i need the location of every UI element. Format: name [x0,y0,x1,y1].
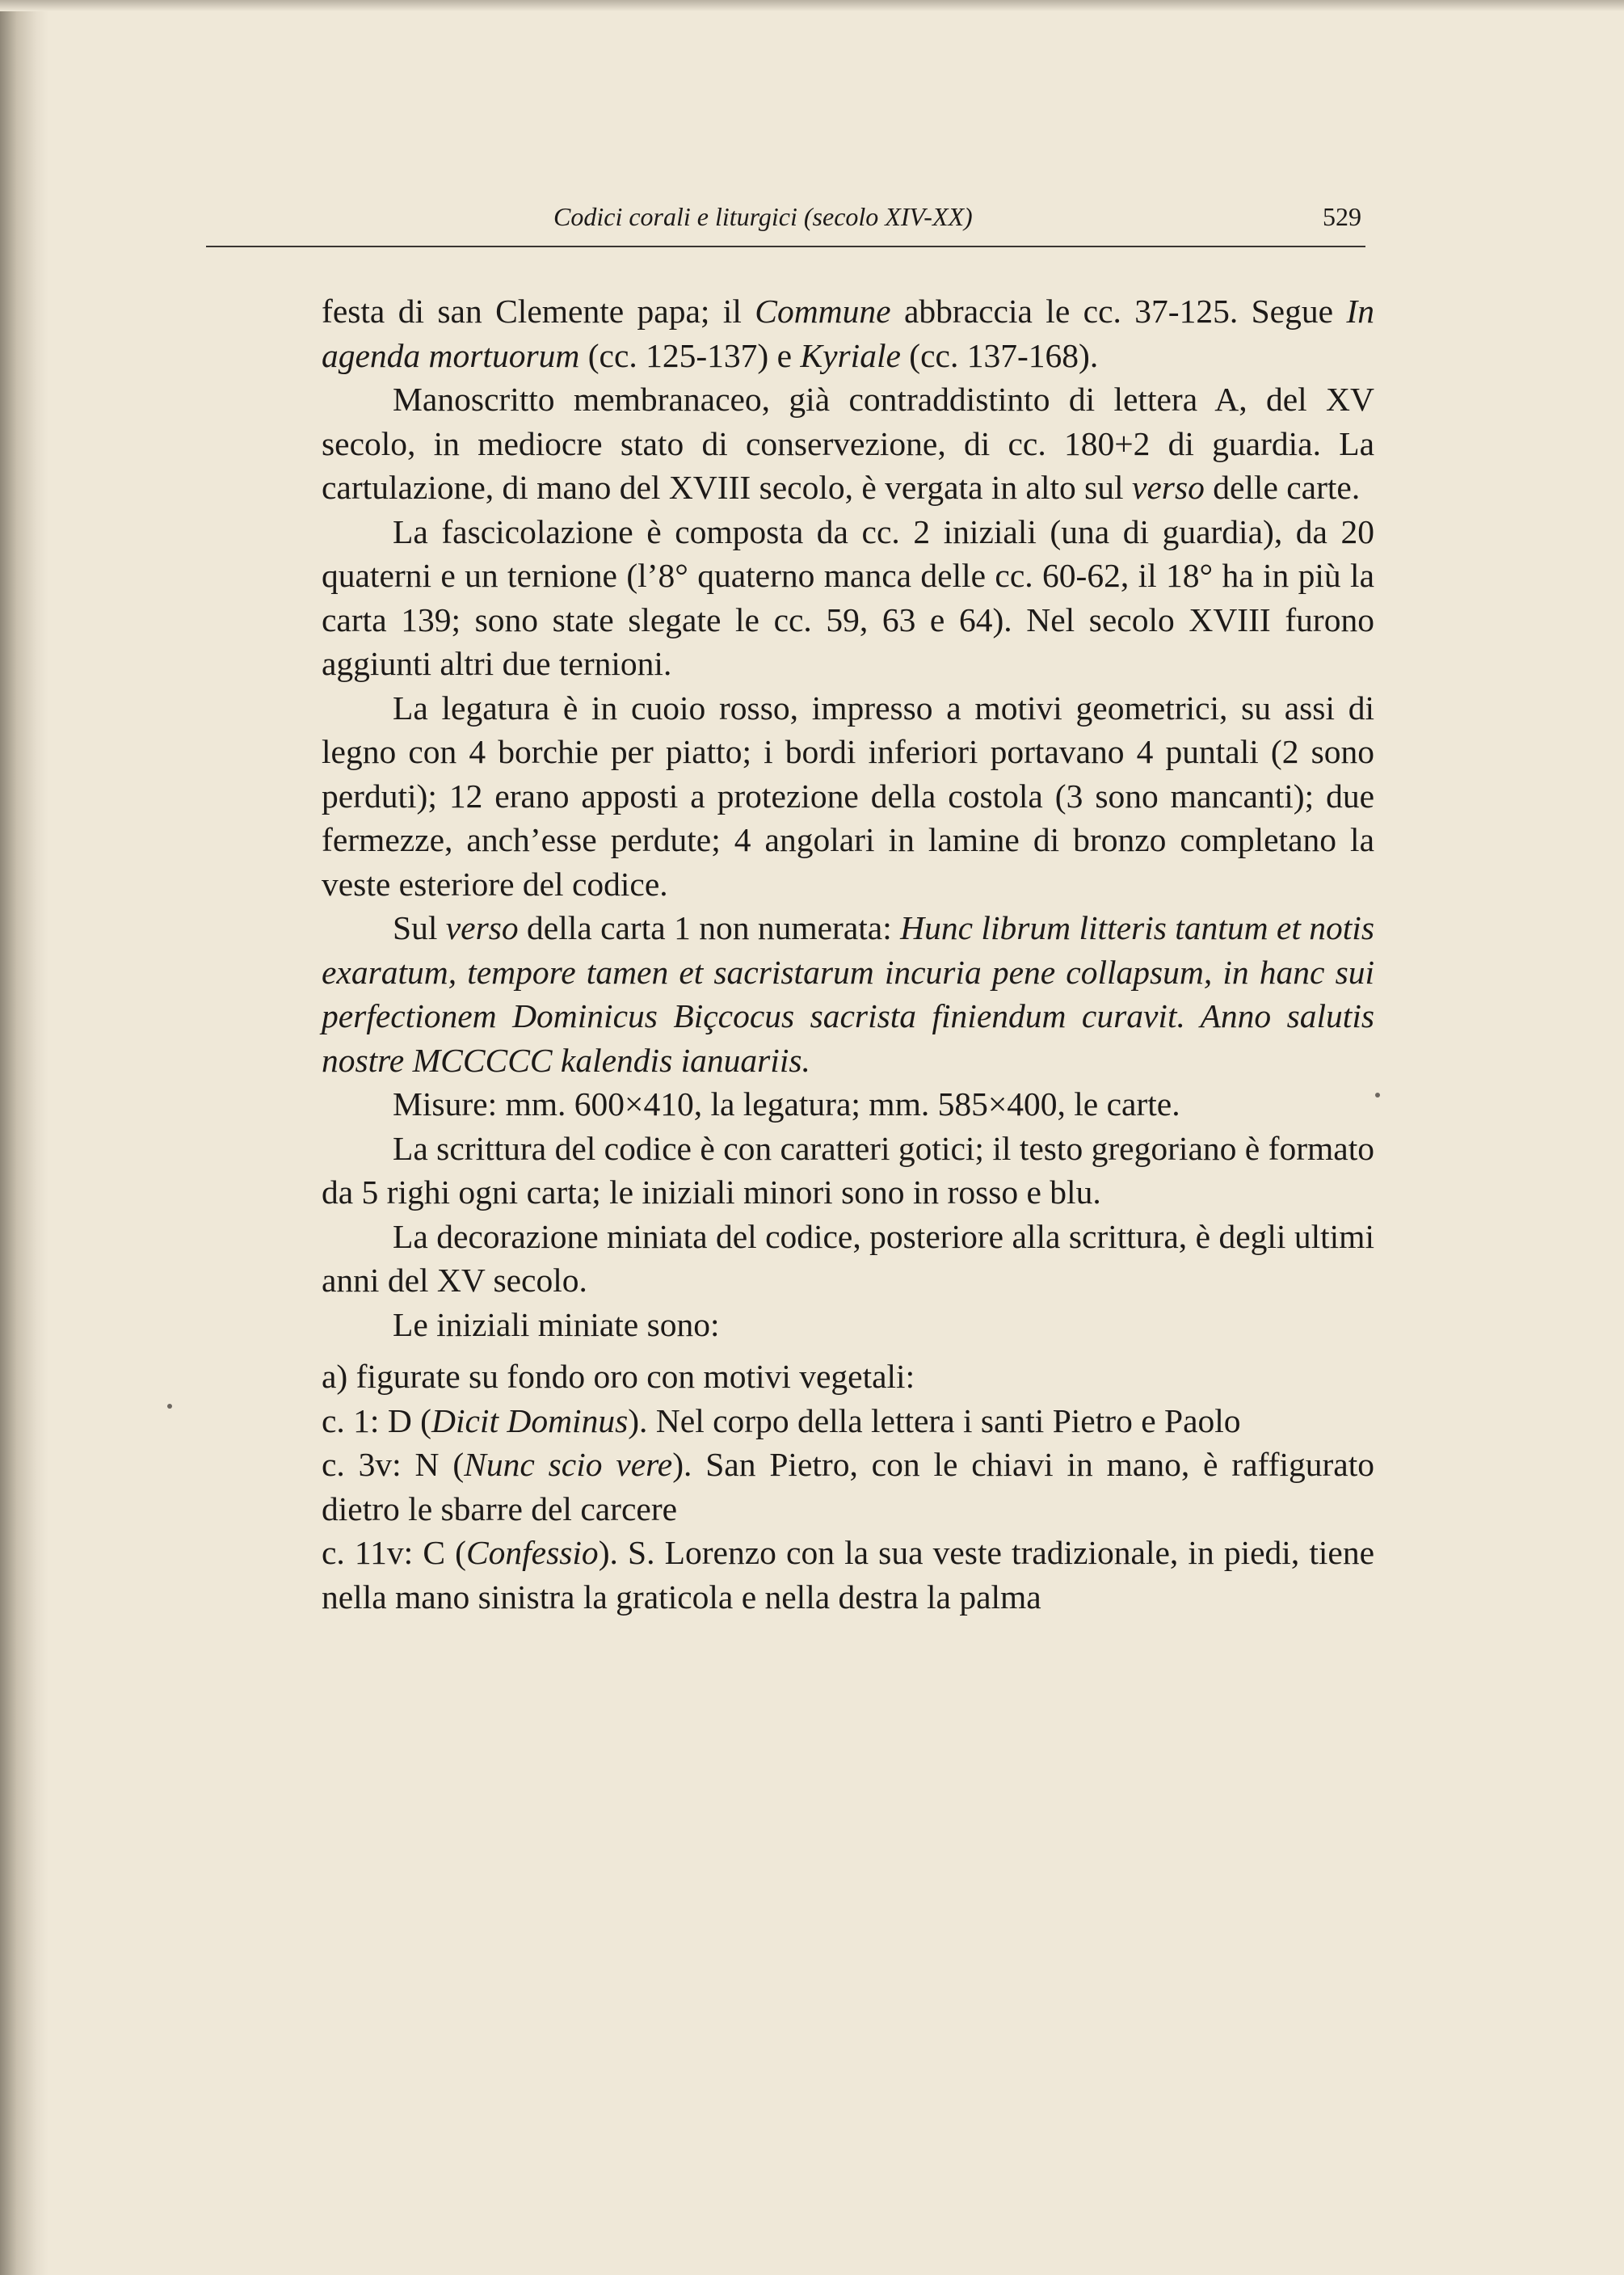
italic-term: verso [1131,469,1205,506]
italic-incipit: Nunc scio vere [464,1446,673,1483]
text-run: ). Nel corpo della lettera i santi Pietro e Paolo [628,1401,1241,1439]
paper-speck [167,1404,172,1409]
page-number: 529 [1323,202,1361,231]
text-run: c. 11v: C ( [322,1534,466,1571]
text-run: della carta 1 non numerata: [518,909,901,946]
running-title: Codici corali e liturgici (secolo XIV-XX) [553,202,973,231]
paragraph-scrittura: La scrittura del codice è con caratteri gotici; il testo gregoriano è formato da 5 righi ogni carta; le iniziali minori sono in rosso e blu. [322,1129,1374,1211]
list-item-c11v [322,1531,1374,1619]
paragraph-description [322,377,1374,510]
text-run: ). S. Lorenzo con la sua veste tradizionale, in piedi, tiene nella mano sinistra la graticola e nella destra la palma [322,1534,1374,1616]
paragraph-continuation [322,289,1374,377]
text-run: (cc. 125-137) e [579,336,801,374]
header-rule [206,246,1365,247]
text-run: (cc. 137-168). [900,336,1099,374]
italic-term: verso [445,909,519,946]
italic-incipit: Confessio [465,1534,599,1571]
paper-speck [1375,1093,1380,1097]
paragraph-iniziali: Le iniziali miniate sono: [393,1305,720,1343]
text-run: festa di san Clemente papa; il [322,293,755,330]
text-run: c. 1: D ( [322,1401,431,1439]
list-item-c3v [322,1443,1374,1531]
text-run: c. 3v: N ( [322,1446,465,1483]
text-run: Sul [393,909,446,946]
italic-title: Kyriale [800,336,901,374]
list-heading-a: a) figurate su fondo oro con motivi vegetali: [322,1358,915,1395]
text-run: delle carte. [1204,469,1361,506]
italic-title: Commune [755,293,891,330]
body-text [322,289,1374,1619]
italic-title: In agenda mortuorum [322,293,1374,374]
running-head [206,202,1365,247]
list-item-c1 [322,1399,1374,1443]
text-run: ). San Pietro, con le chiavi in mano, è raffigurato dietro le sbarre del carcere [322,1446,1374,1527]
text-run: Manoscritto membranaceo, già contraddistinto di lettera A, del XV secolo, in mediocre stato di conservezione, di cc. 180+2 di guardia. La cartulazione, di mano del XVIII secolo, è vergata in alto sul [322,381,1374,506]
text-run: abbraccia le cc. 37-125. Segue [890,293,1347,330]
paragraph-misure: Misure: mm. 600×410, la legatura; mm. 585×400, le carte. [393,1085,1180,1123]
paragraph-legatura: La legatura è in cuoio rosso, impresso a motivi geometrici, su assi di legno con 4 borchie per piatto; i bordi inferiori portavano 4 puntali (2 sono perduti); 12 erano apposti a protezione della costola (3 sono mancanti); due fermezze, anch’esse perdute; 4 angolari in lamine di bronzo completano la veste esteriore del codice. [322,689,1374,903]
paragraph-inscription [322,906,1374,1082]
paragraph-decorazione: La decorazione miniata del codice, posteriore alla scrittura, è degli ultimi anni del XV secolo. [322,1217,1374,1299]
italic-incipit: Dicit Dominus [431,1401,629,1439]
paragraph-fascicolazione: La fascicolazione è composta da cc. 2 iniziali (una di guardia), da 20 quaterni e un ternione (l’8° quaterno manca delle cc. 60-62, il 18° ha in più la carta 139; sono state slegate le cc. 59, 63 e 64). Nel secolo XVIII furono aggiunti altri due ternioni. [322,512,1374,682]
latin-quote: Hunc librum litteris tantum et notis exaratum, tempore tamen et sacristarum incuria pene collapsum, in hanc sui perfectionem Dominicus Biçcocus sacrista finiendum curavit. Anno salutis nostre MCCCCC kalendis ianuariis. [322,909,1374,1079]
